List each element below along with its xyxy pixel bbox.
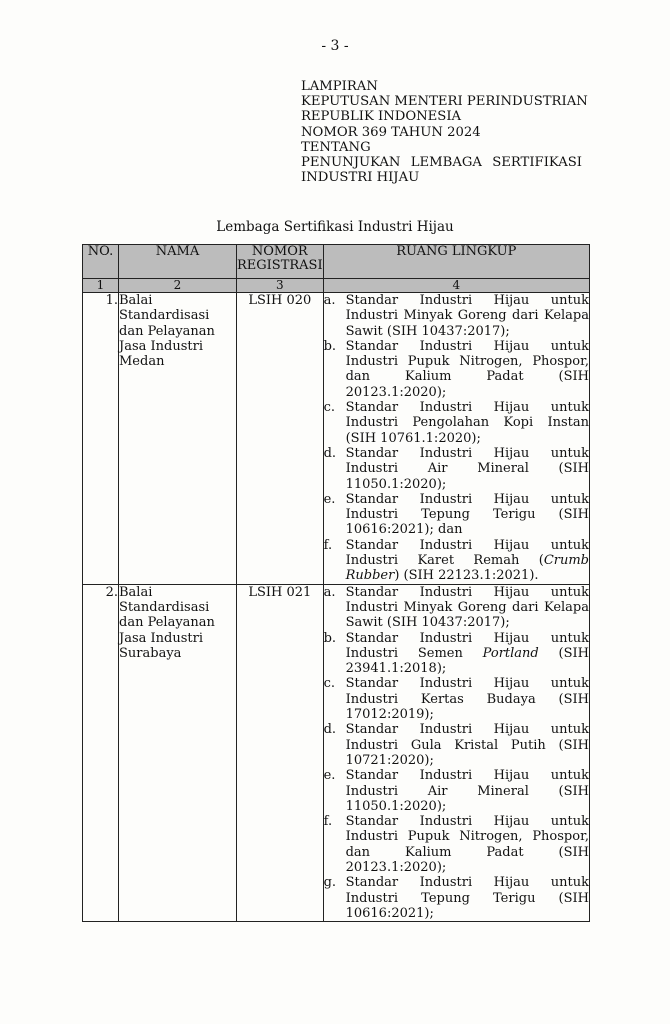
list-item [324,339,589,400]
header-line: KEPUTUSAN MENTERI PERINDUSTRIAN [301,94,588,110]
table-row [83,293,590,585]
item-letter: a. [323,293,336,308]
lembaga-table [82,244,590,922]
header-line: NOMOR 369 TAHUN 2024 [301,124,481,140]
table-title: Lembaga Sertifikasi Industri Hijau [216,219,454,235]
list-item [324,722,589,768]
header-line: LAMPIRAN [301,79,378,94]
header-line: INDUSTRI HIJAU [301,170,420,186]
header-line: TENTANG [301,139,371,155]
list-item [324,492,589,538]
column-header-ruang-lingkup: RUANG LINGKUP [323,245,589,279]
item-text: Standar Industri Hijau untuk Industri Pengolahan Kopi Instan (SIH 10761.1:2020); [345,400,589,446]
column-header-nama: NAMA [119,245,237,279]
item-text: Standar Industri Hijau untuk Industri Minyak Goreng dari Kelapa Sawit (SIH 10437:2017); [345,584,589,631]
column-number: 2 [119,279,237,293]
lembaga-name: Balai Standardisasi dan Pelayanan Jasa Industri Surabaya [119,584,237,922]
column-number: 1 [83,279,119,293]
row-number: 1. [83,293,119,585]
item-text: Standar Industri Hijau untuk Industri Kertas Budaya (SIH 17012:2019); [345,676,589,723]
column-header-no: NO. [83,245,119,279]
item-text: Standar Industri Hijau untuk Industri Tepung Terigu (SIH 10616:2021); [345,875,589,921]
page-number: - 3 - [321,38,349,54]
header-word: LEMBAGA [410,155,482,171]
column-number: 4 [323,279,589,293]
column-header-registrasi: NOMOR REGISTRASI [237,245,324,279]
item-text: Standar Industri Hijau untuk Industri Minyak Goreng dari Kelapa Sawit (SIH 10437:2017); [345,293,589,339]
registration-number: LSIH 021 [237,584,324,922]
item-text-part: ) (SIH 22123.1:2021). [394,568,539,584]
item-text-part: Standar Industri Hijau untuk Industri Semen [345,630,589,661]
item-text-part: (SIH 23941.1:2018); [345,645,589,677]
header-word: SERTIFIKASI [492,155,582,171]
item-letter: c. [323,400,336,416]
item-text: Standar Industri Hijau untuk Industri Pupuk Nitrogen, Phospor, dan Kalium Padat (SIH 20123.1:2020); [345,338,589,400]
item-text: Standar Industri Hijau untuk Industri Gula Kristal Putih (SIH 10721:2020); [345,722,589,768]
item-letter: g. [323,875,337,891]
item-text: Standar Industri Hijau untuk Industri Air Mineral (SIH 11050.1:2020); [345,445,589,492]
table-header-row [83,245,590,279]
list-item [324,400,589,446]
ruang-lingkup-list [323,293,589,585]
item-letter: d. [323,445,337,461]
item-letter: e. [323,768,336,784]
list-item [324,676,589,722]
item-letter: c. [323,676,336,692]
item-letter: e. [323,491,336,507]
ruang-lingkup-list [323,584,589,922]
header-word: PENUNJUKAN [301,155,401,171]
item-text-part: Standar Industri Hijau untuk Industri Karet Remah ( [345,537,589,569]
item-letter: f. [323,537,333,553]
item-letter: b. [323,630,337,646]
list-item [324,814,589,875]
registration-number: LSIH 020 [237,293,324,585]
list-item [324,631,589,677]
header-line: REPUBLIK INDONESIA [301,109,462,125]
list-item [324,538,589,584]
column-number-row [83,279,590,293]
table-row [83,584,590,922]
item-text [346,538,589,584]
list-item [324,293,589,339]
item-letter: a. [323,584,336,600]
list-item [324,875,589,921]
item-text-italic: Portland [482,645,539,661]
lampiran-header [301,79,588,186]
item-letter: f. [323,814,333,830]
list-item [324,446,589,492]
column-number: 3 [237,279,324,293]
list-item [324,768,589,814]
item-text: Standar Industri Hijau untuk Industri Tepung Terigu (SIH 10616:2021); dan [345,491,589,538]
header-justified-line [301,155,582,170]
list-item [324,585,589,631]
lembaga-name: Balai Standardisasi dan Pelayanan Jasa Industri Medan [119,293,237,585]
item-letter: d. [323,722,337,738]
item-text: Standar Industri Hijau untuk Industri Air Mineral (SIH 11050.1:2020); [345,768,589,814]
item-text [346,631,589,677]
item-letter: b. [323,338,337,354]
item-text: Standar Industri Hijau untuk Industri Pupuk Nitrogen, Phospor, dan Kalium Padat (SIH 20123.1:2020); [345,814,589,875]
item-text-italic: Crumb Rubber [345,553,589,584]
row-number: 2. [83,584,119,922]
